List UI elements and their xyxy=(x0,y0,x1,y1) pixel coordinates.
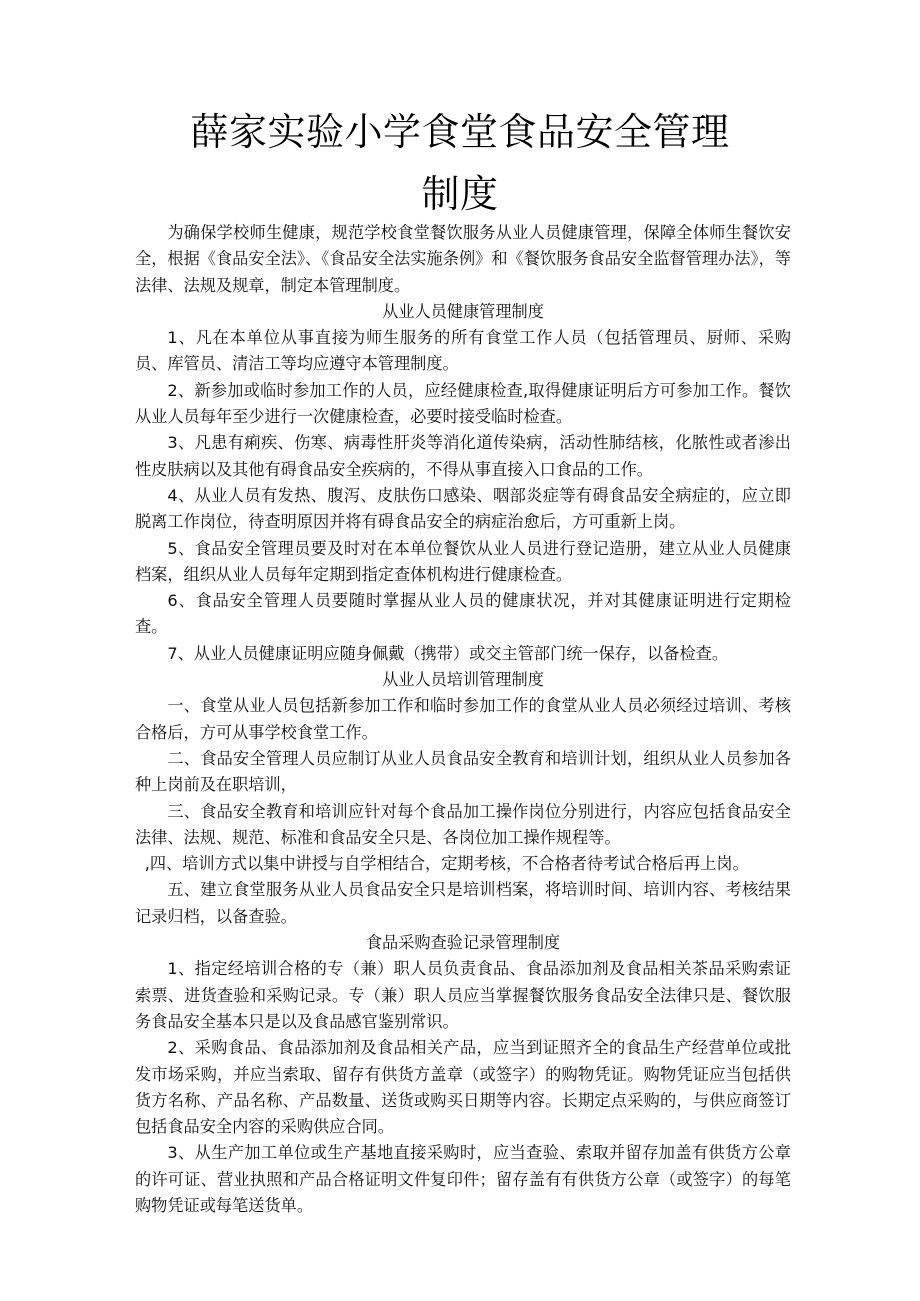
document-title-line-1: 薛家实验小学食堂食品安全管理 xyxy=(190,110,730,154)
section-item: 1、指定经培训合格的专（兼）职人员负责食品、食品添加剂及食品相关茶品采购索证索票、进货查验和采购记录。专（兼）职人员应当掌握餐饮服务食品安全法律只是、餐饮服务食品安全基本只是以及食品感官鉴别常识。 xyxy=(135,959,791,1031)
section-item: 五、建立食堂服务从业人员食品安全只是培训档案，将培训时间、培训内容、考核结果记录归档，以备查验。 xyxy=(135,880,791,926)
section-item: 3、凡患有痢疾、伤寒、病毒性肝炎等消化道传染病，活动性肺结核，化脓性或者渗出性皮肤病以及其他有碍食品安全疾病的，不得从事直接入口食品的工作。 xyxy=(135,433,791,479)
document-title-line-2: 制度 xyxy=(421,172,499,216)
section-heading: 从业人员健康管理制度 xyxy=(382,301,544,321)
section-item: 2、采购食品、食品添加剂及食品相关产品，应当到证照齐全的食品生产经营单位或批发市场采购，并应当索取、留存有供货方盖章（或签字）的购物凭证。购物凭证应当包括供货方名称、产品名称、产品数量、送货或购买日期等内容。长期定点采购的，与供应商签订包括食品安全内容的采购供应合同。 xyxy=(135,1038,791,1137)
section-item: 三、食品安全教育和培训应针对每个食品加工操作岗位分别进行，内容应包括食品安全法律、法规、规范、标准和食品安全只是、各岗位加工操作规程等。 xyxy=(135,801,791,847)
section-heading: 食品采购查验记录管理制度 xyxy=(365,933,561,953)
section-item: 7、从业人员健康证明应随身佩戴（携带）或交主管部门统一保存，以备检查。 xyxy=(167,643,729,663)
section-item: 一、食堂从业人员包括新参加工作和临时参加工作的食堂从业人员必须经过培训、考核合格后，方可从事学校食堂工作。 xyxy=(135,696,791,742)
section-item: 3、从生产加工单位或生产基地直接采购时，应当查验、索取并留存加盖有供货方公章的许可证、营业执照和产品合格证明文件复印件；留存盖有有供货方公章（或签字）的每笔购物凭证或每笔送货单。 xyxy=(135,1143,791,1215)
section-item: 1、凡在本单位从事直接为师生服务的所有食堂工作人员（包括管理员、厨师、采购员、库管员、清洁工等均应遵守本管理制度。 xyxy=(135,328,791,374)
section-heading: 从业人员培训管理制度 xyxy=(382,670,544,690)
section-item: 5、食品安全管理员要及时对在本单位餐饮从业人员进行登记造册，建立从业人员健康档案，组织从业人员每年定期到指定查体机构进行健康检查。 xyxy=(135,538,791,584)
section-item: 6、食品安全管理人员要随时掌握从业人员的健康状况，并对其健康证明进行定期检查。 xyxy=(135,591,791,637)
document-body xyxy=(135,220,791,1219)
section-item: 2、新参加或临时参加工作的人员，应经健康检查,取得健康证明后方可参加工作。餐饮从业人员每年至少进行一次健康检查，必要时接受临时检查。 xyxy=(135,380,791,427)
section-item: 二、食品安全管理人员应制订从业人员食品安全教育和培训计划，组织从业人员参加各种上岗前及在职培训， xyxy=(135,748,791,795)
intro-paragraph: 为确保学校师生健康，规范学校食堂餐饮服务从业人员健康管理，保障全体师生餐饮安全，根据《食品安全法》、《食品安全法实施条例》和《餐饮服务食品安全监督管理办法》，等法律、法规及规章，制定本管理制度。 xyxy=(135,223,791,295)
section-item: 4、从业人员有发热、腹泻、皮肤伤口感染、咽部炎症等有碍食品安全病症的，应立即脱离工作岗位，待查明原因并将有碍食品安全的病症治愈后，方可重新上岗。 xyxy=(135,485,791,532)
section-item: ,四、培训方式以集中讲授与自学相结合，定期考核，不合格者待考试合格后再上岗。 xyxy=(144,854,749,874)
